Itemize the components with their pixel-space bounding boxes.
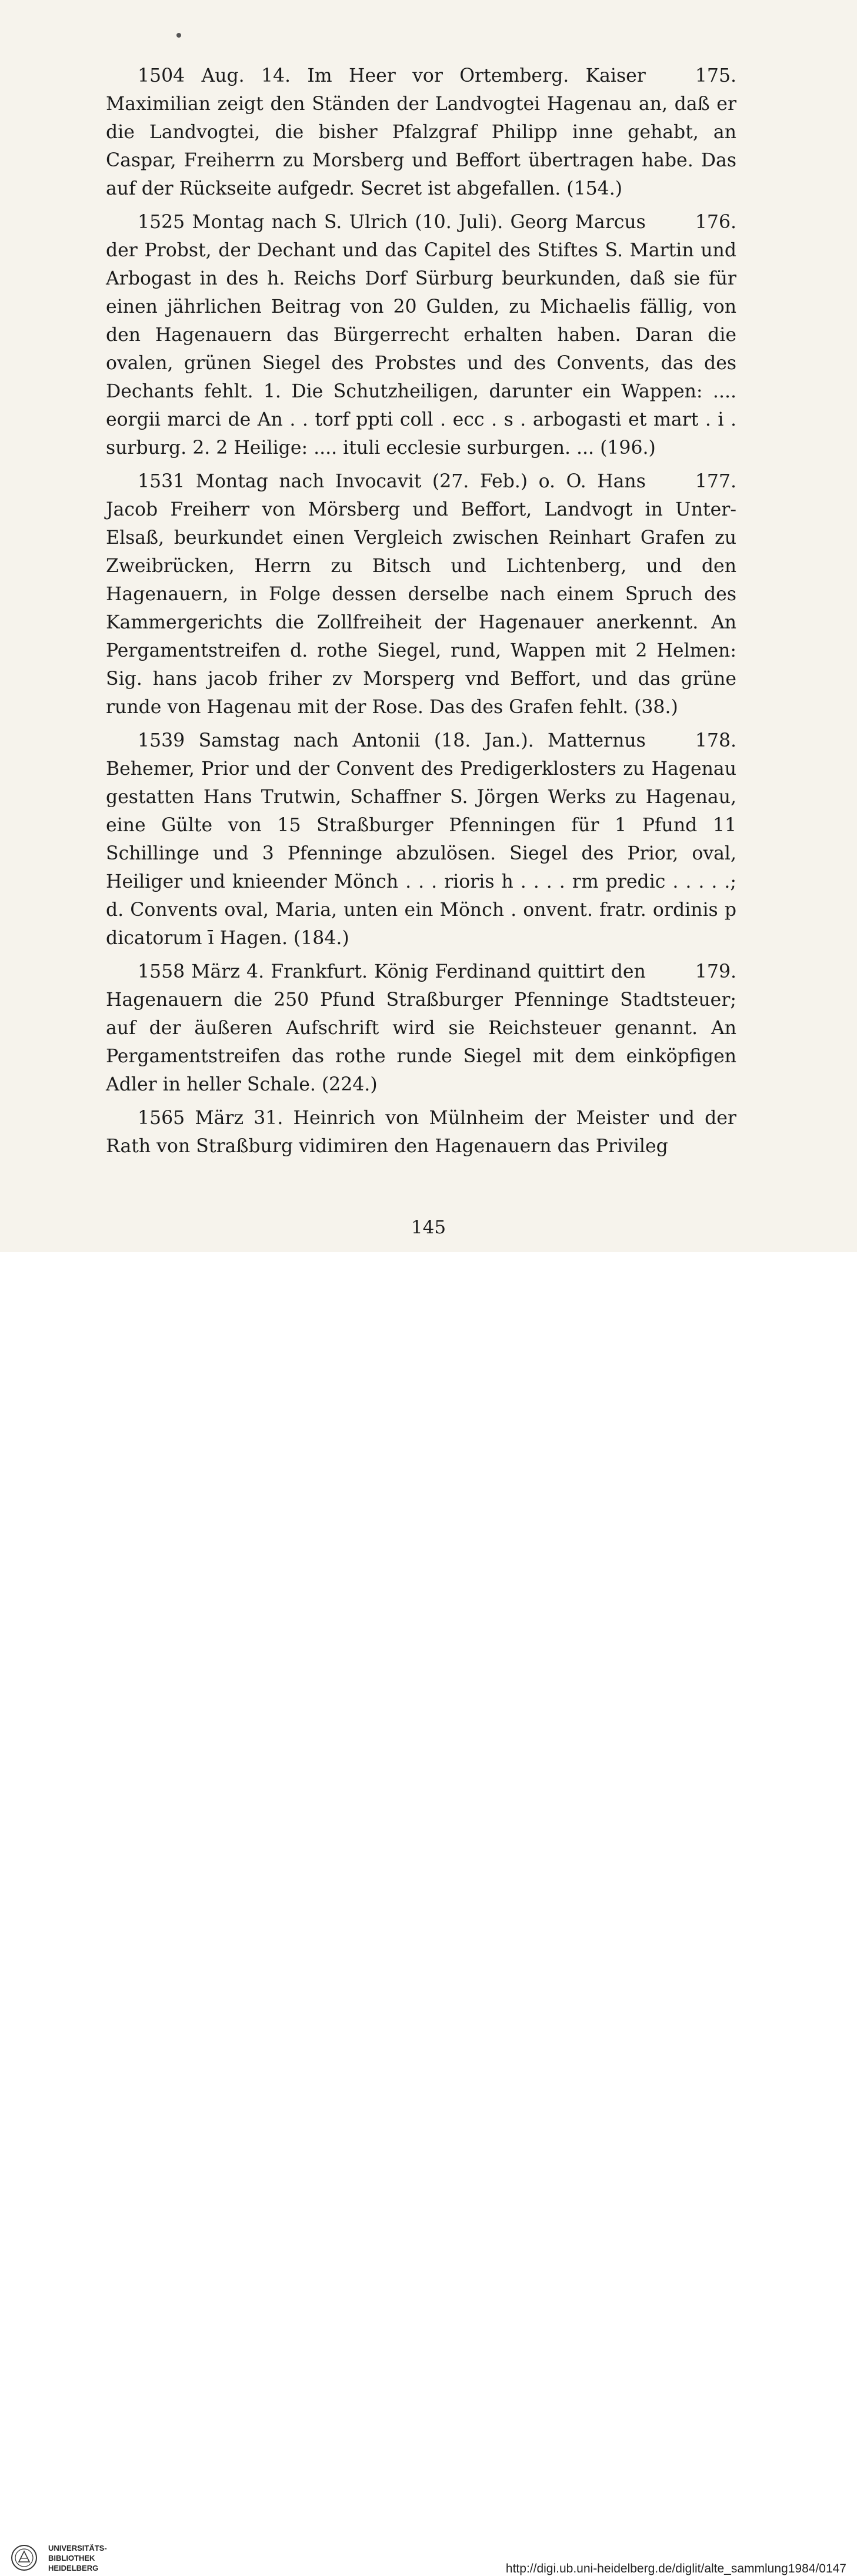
- entry-text: 1525 Montag nach S. Ulrich (10. Juli). Georg Marcus der Probst, der Dechant und das Capitel des Stiftes S. Martin und Arbogast in des h. Reichs Dorf Sürburg beurkunden, daß sie für einen jährlichen Beitrag von 20 Gulden, zu Michaelis fällig, von den Hagenauern das Bürgerrecht erhalten haben. Daran die ovalen, grünen Siegel des Probstes und des Convents, das des Dechants fehlt. 1. Die Schutzheiligen, darunter ein Wappen: .... eorgii marci de An . . torf ppti coll . ecc . s . arbogasti et mart . i . surburg. 2. 2 Heilige: .... ituli ecclesie surburgen. ... (196.): [106, 212, 736, 459]
- institution-line: UNIVERSITÄTS-: [48, 2544, 107, 2552]
- entry-continued: [106, 1104, 736, 1160]
- entry-number: 176.: [695, 212, 736, 233]
- digitization-footer: [0, 1252, 857, 2575]
- document-body: [106, 62, 736, 1166]
- entry-179: [106, 958, 736, 1099]
- entry-178: [106, 727, 736, 952]
- institution-name: [48, 2543, 107, 2573]
- entry-text: 1565 März 31. Heinrich von Mülnheim der Meister und der Rath von Straßburg vidimiren den Hagenauern das Privileg: [106, 1108, 736, 1157]
- entry-number: 179.: [695, 961, 736, 982]
- scanned-page: [0, 0, 857, 1252]
- entry-176: [106, 208, 736, 462]
- entry-text: 1558 März 4. Frankfurt. König Ferdinand quittirt den Hagenauern die 250 Pfund Straßburger Pfenninge Stadtsteuer; auf der äußeren Aufschrift wird sie Reichsteuer genannt. An Pergamentstreifen das rothe runde Siegel mit dem einköpfigen Adler in heller Schale. (224.): [106, 961, 736, 1095]
- institution-line: BIBLIOTHEK: [48, 2554, 95, 2562]
- heidelberg-library-seal-icon: [11, 2544, 38, 2571]
- source-url[interactable]: http://digi.ub.uni-heidelberg.de/diglit/alte_sammlung1984/0147: [505, 2562, 846, 2575]
- entry-number: 178.: [695, 730, 736, 751]
- entry-number: 175.: [695, 65, 736, 86]
- institution-line: HEIDELBERG: [48, 2564, 99, 2572]
- page-number: 145: [411, 1217, 446, 1238]
- entry-175: [106, 62, 736, 203]
- entry-177: [106, 467, 736, 721]
- ink-speck: [176, 33, 181, 38]
- entry-number: 177.: [695, 471, 736, 492]
- entry-text: 1531 Montag nach Invocavit (27. Feb.) o. O. Hans Jacob Freiherr von Mörsberg und Beffort, Landvogt in Unter-Elsaß, beurkundet einen Vergleich zwischen Reinhart Grafen zu Zweibrücken, Herrn zu Bitsch und Lichtenberg, und den Hagenauern, in Folge dessen derselbe nach einem Spruch des Kammergerichts die Zollfreiheit der Hagenauer anerkennt. An Pergamentstreifen d. rothe Siegel, rund, Wappen mit 2 Helmen: Sig. hans jacob friher zv Morsperg vnd Beffort, und das grüne runde von Hagenau mit der Rose. Das des Grafen fehlt. (38.): [106, 471, 736, 718]
- entry-text: 1539 Samstag nach Antonii (18. Jan.). Matternus Behemer, Prior und der Convent des Predigerklosters zu Hagenau gestatten Hans Trutwin, Schaffner S. Jörgen Werks zu Hagenau, eine Gülte von 15 Straßburger Pfenningen für 1 Pfund 11 Schillinge und 3 Pfenninge abzulösen. Siegel des Prior, oval, Heiliger und knieender Mönch . . . rioris h . . . . rm predic . . . . .; d. Convents oval, Maria, unten ein Mönch . onvent. fratr. ordinis p dicatorum ī Hagen. (184.): [106, 730, 736, 949]
- entry-text: 1504 Aug. 14. Im Heer vor Ortemberg. Kaiser Maximilian zeigt den Ständen der Landvogtei Hagenau an, daß er die Landvogtei, die bisher Pfalzgraf Philipp inne gehabt, an Caspar, Freiherrn zu Morsberg und Beffort übertragen habe. Das auf der Rückseite aufgedr. Secret ist abgefallen. (154.): [106, 65, 736, 199]
